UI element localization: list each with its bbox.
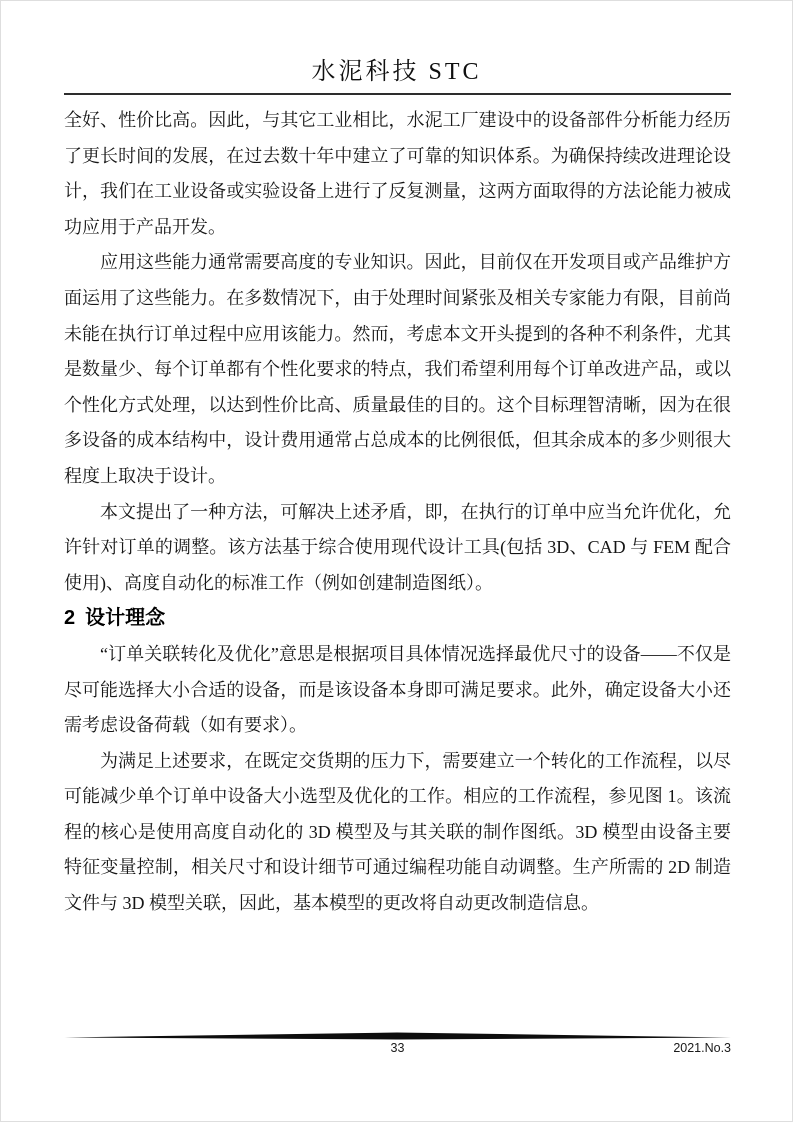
footer — [64, 1041, 731, 1061]
section-title: 设计理念 — [85, 607, 166, 630]
header-rule — [64, 93, 731, 95]
footer-rule — [64, 1032, 731, 1041]
paragraph-continuation: 全好、性价比高。因此，与其它工业相比，水泥工厂建设中的设备部件分析能力经历了更长时间的发展，在过去数十年中建立了可靠的知识体系。为确保持续改进理论设计，我们在工业设备或实验设备上进行了反复测量，这两方面取得的方法论能力被成功应用于产品开发。 — [64, 110, 731, 237]
paragraph-4: “订单关联转化及优化”意思是根据项目具体情况选择最优尺寸的设备——不仅是尽可能选择大小合适的设备，而是该设备本身即可满足要求。此外，确定设备大小还需考虑设备荷载（如有要求）。 — [64, 643, 731, 736]
paragraph-3: 本文提出了一种方法，可解决上述矛盾，即，在执行的订单中应当允许优化，允许针对订单的调整。该方法基于综合使用现代设计工具(包括 3D、CAD 与 FEM 配合使用)、高度自动化的标准工作（例如创建制造图纸）。 — [64, 501, 731, 593]
section-number: 2 — [64, 607, 76, 630]
document-body — [64, 103, 731, 922]
page-number: 33 — [390, 1041, 405, 1055]
journal-title: 水泥科技 STC — [311, 59, 482, 85]
issue-label: 2021.No.3 — [673, 1041, 731, 1055]
section-heading — [64, 601, 731, 637]
paragraph-5: 为满足上述要求，在既定交货期的压力下，需要建立一个转化的工作流程，以尽可能减少单个订单中设备大小选型及优化的工作。相应的工作流程，参见图 1。该流程的核心是使用高度自动化的 3D 模型及与其关联的制作图纸。3D 模型由设备主要特征变量控制，相关尺寸和设计细节可通过编程功能自动调整。生产所需的 2D 制造文件与 3D 模型关联，因此，基本模型的更改将自动更改制造信息。 — [64, 750, 731, 914]
paragraph-2: 应用这些能力通常需要高度的专业知识。因此，目前仅在开发项目或产品维护方面运用了这些能力。在多数情况下，由于处理时间紧张及相关专家能力有限，目前尚未能在执行订单过程中应用该能力。然而，考虑本文开头提到的各种不利条件，尤其是数量少、每个订单都有个性化要求的特点，我们希望利用每个订单改进产品，或以个性化方式处理，以达到性价比高、质量最佳的目的。这个目标理智清晰，因为在很多设备的成本结构中，设计费用通常占总成本的比例很低，但其余成本的多少则很大程度上取决于设计。 — [64, 252, 731, 486]
